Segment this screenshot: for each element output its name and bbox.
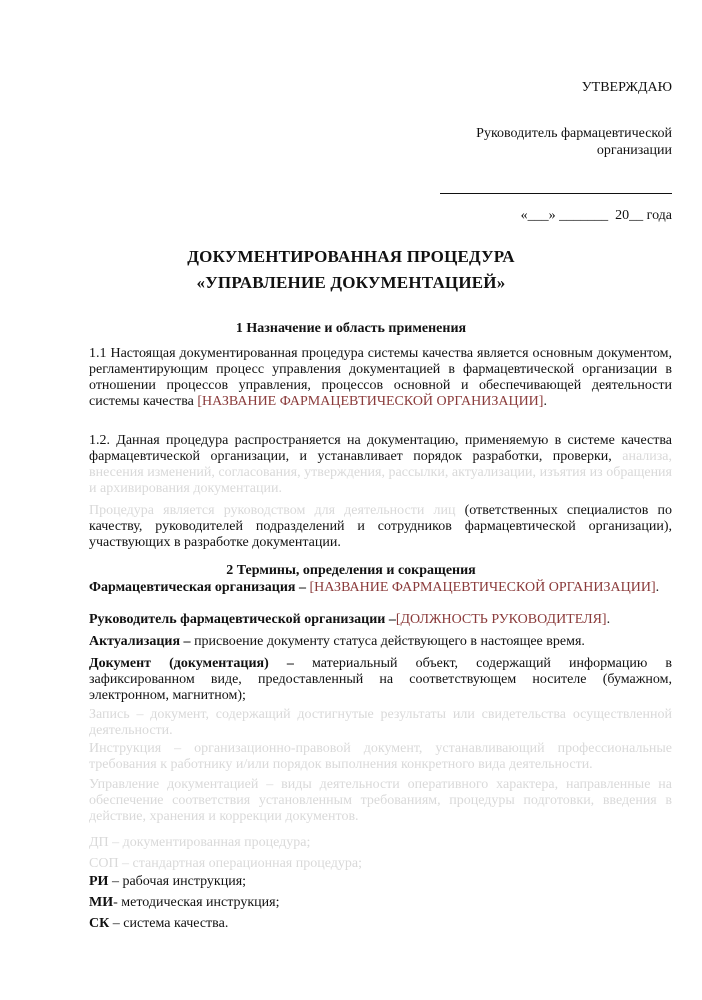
definition-term: Актуализация – (89, 634, 191, 649)
approval-date: «___» _______ 20__ года (520, 208, 672, 223)
paragraph-1-3 (89, 503, 672, 551)
definition-item: Руководитель фармацевтической организации –[ДОЛЖНОСТЬ РУКОВОДИТЕЛЯ]. (89, 612, 611, 627)
abbreviation-term: РИ (89, 874, 109, 889)
section2-heading: 2 Термины, определения и сокращения (226, 563, 476, 578)
abbreviation-term: СК (89, 916, 110, 931)
faded-definition: СОП – стандартная операционная процедура; (89, 856, 362, 871)
definition-item (89, 634, 672, 650)
faded-definition: Инструкция – организационно-правовой документ, устанавливающий профессиональные требования к работнику и/или порядок выполнения конкретного вида деятельности. (89, 741, 672, 772)
definition-text: материальный объект, содержащий информацию в зафиксированном виде, предоставленный на соответствующем носителе (бумажном, электронном, магнитном); (89, 656, 672, 703)
paragraph-1-2-faded: анализа, внесения изменений, согласования, утверждения, рассылки, актуализации, изъятия из обращения и архивирования документации. (89, 449, 672, 496)
paragraph-1-2 (89, 433, 672, 497)
manager-position-placeholder: [ДОЛЖНОСТЬ РУКОВОДИТЕЛЯ] (395, 612, 607, 627)
abbreviation-term: МИ (89, 895, 114, 910)
definition-term: Документ (документация) – (89, 656, 294, 671)
paragraph-1-3-faded: Процедура является руководством для деятельности лиц (89, 503, 465, 518)
approval-stamp-title: УТВЕРЖДАЮ (581, 80, 672, 95)
paragraph-1-2-text: 1.2. Данная процедура распространяется на документацию, применяемую в системе качества фармацевтической организации, и устанавливает порядок разработки, проверки, (89, 433, 672, 464)
paragraph-1-1: 1.1 Настоящая документированная процедура системы качества является основным документом, регламентирующим процесс управления документацией в фармацевтической организации в отношении процессов управления, процессов основной и обеспечивающей деятельности системы качества [НАЗВАНИЕ ФАРМАЦЕВТИЧЕСКОЙ ОРГАНИЗАЦИИ]. (89, 346, 672, 409)
faded-definition: ДП – документированная процедура; (89, 835, 311, 850)
abbreviation-text: - методическая инструкция; (113, 895, 280, 910)
approval-role: Руководитель фармацевтической организации (476, 126, 672, 158)
abbreviation-item (89, 895, 672, 911)
definition-item: Фармацевтическая организация – [НАЗВАНИЕ ФАРМАЦЕВТИЧЕСКОЙ ОРГАНИЗАЦИИ]. (89, 580, 660, 595)
abbreviation-item (89, 874, 672, 890)
definition-text: присвоение документу статуса действующего в настоящее время. (190, 634, 585, 649)
definition-term: Фармацевтическая организация – (89, 580, 310, 595)
section1-heading: 1 Назначение и область применения (235, 321, 467, 336)
paragraph-1-3-text: (ответственных специалистов по качеству, руководителей подразделений и сотрудников фармацевтической организации), участвующих в разработке документации. (89, 503, 672, 550)
definition-term: Руководитель фармацевтической организации – (89, 612, 396, 627)
abbreviation-item (89, 916, 672, 932)
abbreviation-text: – система качества. (109, 916, 229, 931)
definition-item (89, 656, 672, 704)
document-title-line1: ДОКУМЕНТИРОВАННАЯ ПРОЦЕДУРА (187, 247, 515, 266)
document-title-line2: «УПРАВЛЕНИЕ ДОКУМЕНТАЦИЕЙ» (196, 273, 506, 292)
paragraph-1-1-text: 1.1 Настоящая документированная процедура системы качества является основным документом, регламентирующим процесс управления документацией в фармацевтической организации в отношении процессов управления, процессов основной и обеспечивающей деятельности системы качества (89, 346, 672, 409)
abbreviation-text: – рабочая инструкция; (108, 874, 247, 889)
org-name-placeholder: [НАЗВАНИЕ ФАРМАЦЕВТИЧЕСКОЙ ОРГАНИЗАЦИИ] (309, 580, 656, 595)
signature-line (440, 193, 672, 194)
faded-definition: Запись – документ, содержащий достигнутые результаты или свидетельства осуществленной деятельности. (89, 707, 672, 738)
org-name-placeholder: [НАЗВАНИЕ ФАРМАЦЕВТИЧЕСКОЙ ОРГАНИЗАЦИИ] (197, 394, 544, 409)
faded-definition: Управление документацией – виды деятельности оперативного характера, направленные на обеспечение соответствия установленным требованиям, процедуры подготовки, введения в действие, хранения и коррекции документов. (89, 777, 672, 824)
